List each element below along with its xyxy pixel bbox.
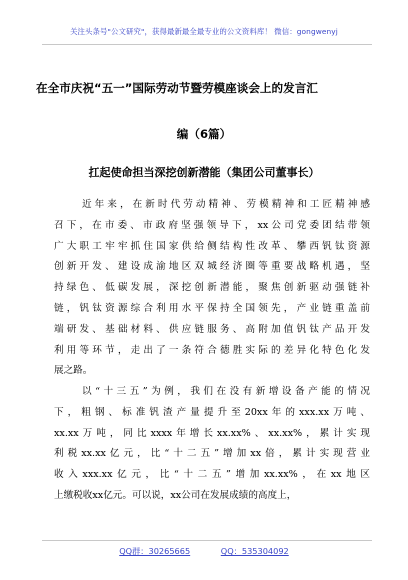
section-heading: 扛起使命担当深挖创新潜能（集团公司董事长） [88, 166, 320, 179]
document-title-continuation: 编（6篇） [176, 127, 232, 141]
footer-qq-group[interactable]: QQ群：30265665 [119, 546, 191, 556]
body-line: 利税xx.xx亿元，比“十二五”增加xx倍，累计实现营业 [54, 448, 370, 460]
body-line: 收入xxx.xx亿元，比“十二五”增加xx.xx%，在xx地区 [54, 469, 370, 481]
body-line: 展之路。 [54, 365, 93, 377]
body-line: 端研发、基础材料、供应链服务、高附加值钒钛产品开发 [54, 323, 370, 335]
body-line: 创新开发、建设成渝地区双城经济圈等重要战略机遇，坚 [54, 261, 370, 273]
body-line: 持绿色、低碳发展，深挖创新潜能，聚焦创新驱动强链补 [54, 282, 370, 294]
footer-qq-contact[interactable]: QQ：535304092 [220, 546, 289, 556]
body-line: 上缴税收xx亿元。可以说，xx公司在发展成绩的高度上， [54, 490, 297, 501]
body-line: 链，钒钛资源综合利用水平保持全国领先，产业链重盖前 [54, 303, 370, 314]
document-title: 在全市庆祝“五一”国际劳动节暨劳模座谈会上的发言汇 [36, 81, 318, 95]
body-line: 近年来，在新时代劳动精神、劳模精神和工匠精神感 [82, 199, 370, 210]
header-banner[interactable]: 关注头条号"公文研究"，获得最新最全最专业的公文资料库！ 微信：gongwenyj [70, 27, 338, 36]
body-line: 下，粗钢、标准钒渣产量提升至20xx年的xxx.xx万吨、 [54, 406, 370, 418]
body-line: xx.xx万吨，同比xxxx年增长xx.xx%、xx.xx%，累计实现 [54, 427, 370, 439]
body-line: 召下，在市委、市政府坚强领导下，xx公司党委团结带领 [54, 219, 370, 231]
header-divider [42, 44, 372, 45]
body-line: 利用等环节，走出了一条符合德胜实际的差异化特色化发 [54, 344, 370, 356]
footer [0, 546, 408, 557]
body-line: 以“十三五”为例，我们在没有新增设备产能的情况 [82, 386, 370, 397]
body-line: 广大职工牢牢抓住国家供给侧结构性改革、攀西钒钛资源 [54, 240, 370, 252]
footer-divider [42, 540, 372, 541]
